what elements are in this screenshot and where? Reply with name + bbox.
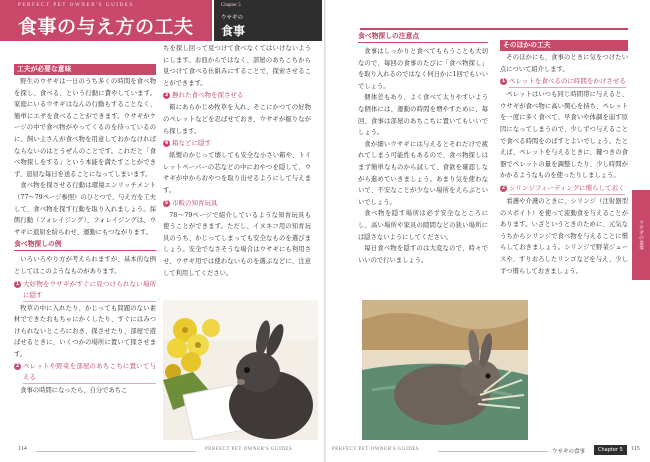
number-badge: 1 [501, 78, 506, 85]
paragraph: 毎日食べ物を隠すのは大変なので、時々でいいので行いましょう。 [358, 245, 488, 264]
paragraph: 個体差もあり、よく食べて太りやすいような個体には、運動の時間を増やすために、毎回、食事は部屋のあちこちに置いてもいいでしょう。 [358, 94, 488, 137]
footer-series-right: PERFECT PET OWNER'S GUIDES [332, 447, 420, 452]
footer-chapter: Chapter 5 [594, 445, 627, 455]
footer-series-left: PERFECT PET OWNER'S GUIDES [205, 447, 293, 452]
number-badge: 2 [501, 184, 506, 191]
page-title: 食事の与え方の工夫 [18, 16, 194, 38]
chapter-subtitle: ウサギの [221, 15, 244, 21]
paragraph: いろいろやり方が考えられますが、基本的な例としてはこのようなものがあります。 [14, 256, 156, 275]
series-eyebrow: PERFECT PET OWNER'S GUIDES [18, 3, 134, 8]
paragraph: 紙製のかじって壊しても安全な小さい箱や、トイレットペーパーの芯などの中におやつを隠して、ウサギが中からおやつを取り出せるようにして与えます。 [163, 152, 311, 194]
number-badge: 1 [15, 280, 20, 287]
heading-other: そのほかの工夫 [500, 40, 628, 51]
footer-left [0, 446, 324, 462]
paragraph: 牧草の中に入れたり、かじっても問題のない素材でできたおもちゃにかくしたり、すぐにはみつけられないところにおき、探させたり、部屋で遊ばせるときに、いくつかの場所に置いて探させます。 [14, 304, 156, 358]
rabbit-on-cushion-photo [362, 300, 528, 440]
number-badge: 2 [15, 363, 20, 370]
footer-section: ウサギの食事 [552, 449, 586, 455]
chapter-side-tab: ウサギの食事 [632, 190, 650, 280]
paragraph: 食が細いウサギには与えるとそれだけで疲れてしまう可能性もあるので、食べ物探しはまず簡単なものから試して、食欲を確認しながら進めていきましょう。あまり気を使わないで、不安なことが少ない場所をえらぶといいでしょう。 [358, 140, 488, 206]
subheading-3: 3 撫れた食べ物を探させる [164, 91, 244, 100]
paragraph: 食べ物を隠す場所は必ず安全なところにし、高い場所や家具の隙間などの狭い場所には隠さないようにしてください。 [358, 210, 488, 241]
rabbit-with-flowers-photo [163, 300, 318, 440]
paragraph: ちを探し回って見つけて食べなくてはいけないようにします。お皿からではなく、部屋のあちこちから見つけて食べる仕組みにすることで、探索させることができます。 [163, 45, 311, 87]
subheading-other-2: 2 シリンジフィーディングに慣らしておく [500, 183, 628, 195]
number-badge: 3 [164, 92, 169, 99]
chapter-box [214, 0, 322, 41]
paragraph: 食事の時間になったら、自分であちこ [20, 387, 128, 395]
footer-right [326, 446, 650, 462]
heading-cautions: 食べ物探しの注意点 [358, 31, 488, 43]
paragraph: ペレットはいつも同じ時間帯に与えると、ウサギが食べ物に高い関心を持ち、ペレットを一度に多く食べて、早食いや体調を崩す原因になってしまうので、少しずつ与えることで食べる時間をのばすとよいでしょう。たとえば、ペレットを与えるときに、鍵つきの食器でペレットの量を調整したり、少し時間がかかるようなものを使ったりしましょう。 [500, 91, 628, 180]
paragraph: 食べ物を探させる行動は環境エンリッチメント（77〜79ページ参照）のひとつで、与え方を工夫して、食べ物を探す行動を取り入れましょう。採餌行動（フォレイジング）、フォレイジングは、ウサギに退屈を紛らわせ、運動にもつながります。 [14, 182, 156, 236]
paragraph: 78〜79ページで紹介しているような知育玩具も使うことができます。ただし、イヌネコ用の知育玩具のうち、かじってしまっても安全なものを選びましょう。安全でなさそうな場合はウサギにも利用させ、ウサギ用では使わないものを選ぶなどに、注意して利用してください。 [163, 211, 311, 277]
footer-rule [36, 451, 196, 452]
page-number-right: 115 [631, 446, 640, 452]
chapter-name: 食事 [221, 24, 246, 38]
number-badge: 4 [164, 140, 169, 147]
subheading-5: 5 市販の知育玩具 [164, 198, 218, 207]
paragraph: 看護や介護のときに、シリンジ（注射器型のスポイト）を使って流動食を与えることがあります。いざというときのために、元気なうちからシリンジで食べ物を与えることに慣らしておきましょう。シリンジで野菜ジュースや、すりおろしたリンゴなどを与え、少しずつ慣らしておきましょう。 [500, 197, 628, 275]
title-band [0, 0, 212, 41]
left-column-2 [163, 43, 311, 298]
paragraph: 野生のウサギは一日のうち多くの時間を食べ物を探し、食べる、という行動に費やしています。家庭にいるウサギはなんの行動もすることなく、簡単にエサを食べることができます。ウサギがケージの中で食べ物がやってくるのを待っているのに、飼い主さんが食べ物を用意しておかなければならないのはとうぜんのことです。これだと「食べ物探しをする」という本能を満たすことができず、退屈な毎日を送ることになってしまいます。 [14, 78, 156, 178]
subheading-4: 4 箱などに隠す [164, 139, 211, 148]
heading-examples: 食べ物探しの例 [14, 239, 156, 251]
right-column-1 [358, 30, 488, 270]
subheading-1: 1 大好物をウサギがすぐに見つけられない場所に隠す [14, 279, 156, 302]
page-gutter [324, 0, 326, 462]
footer-rule [438, 451, 548, 452]
chapter-number: Chapter 5 [221, 3, 241, 8]
paragraph: そのほかにも、食事のときに気をつけたい点について紹介します。 [500, 54, 628, 73]
heading-why: 工夫が必要な意味 [14, 64, 156, 75]
page-number-left: 114 [18, 446, 27, 452]
paragraph: 箱にあらかじめ牧草を入れ、そこにかつての好物のペレットなどを忍ばせておき、ウサギが掘りながら探します。 [163, 104, 311, 135]
paragraph: 食事はしっかりと食べてもらうことも大切なので、毎回の食事のたびに「食べ物探し」を取り入れるのではなく何日かに1回でもいいでしょう。 [358, 48, 488, 90]
subheading-2: 2 ペレットや野菜を部屋のあちこちに置いて与える [14, 361, 156, 384]
subheading-other-1: 1 ペレットを食べるのに時間をかけさせる [500, 76, 628, 88]
left-column-1 [14, 62, 156, 397]
number-badge: 5 [164, 199, 169, 206]
